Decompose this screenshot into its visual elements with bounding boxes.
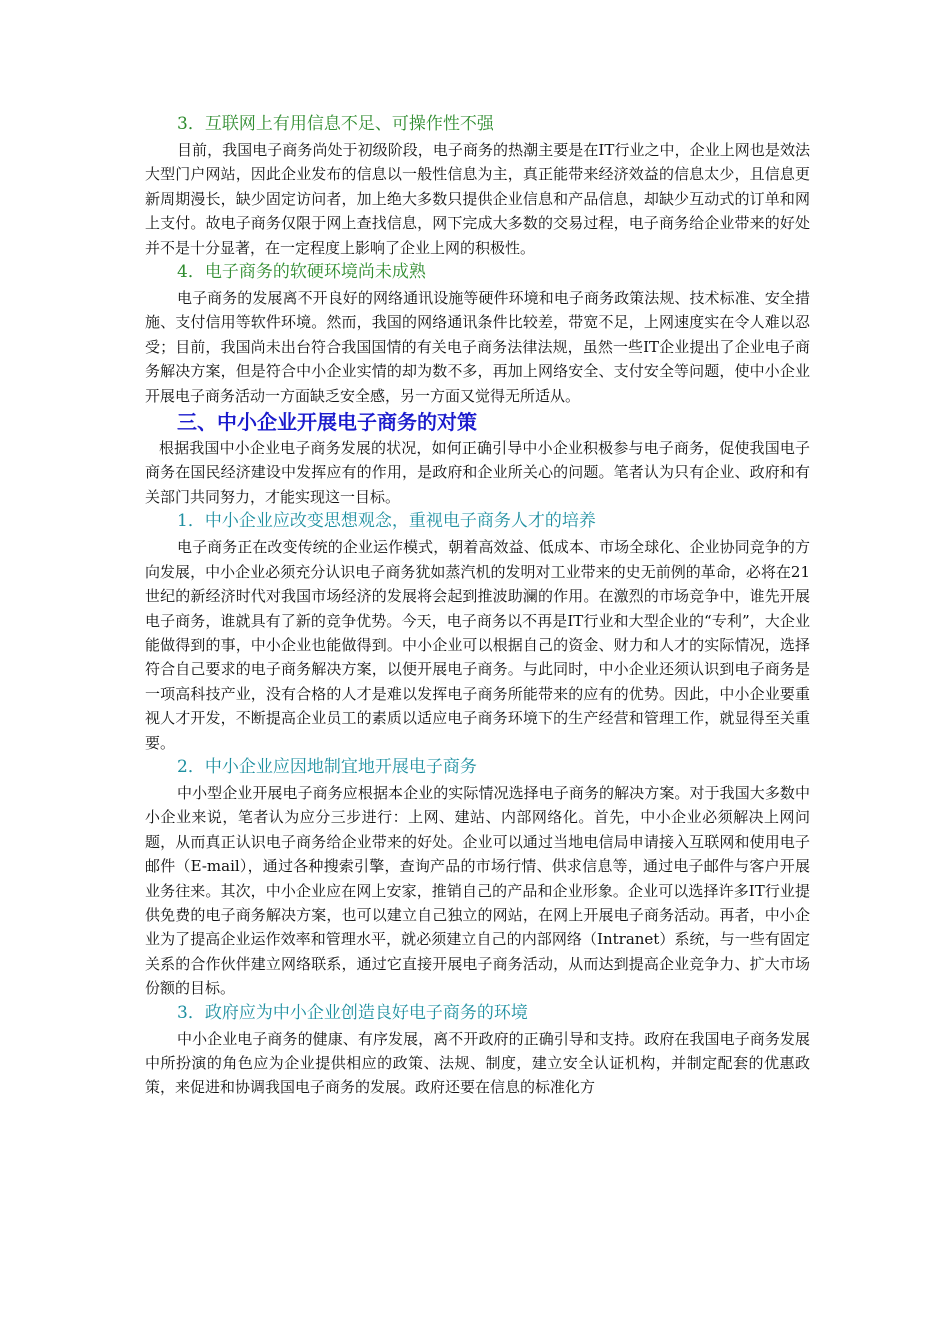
- subheading-2-local-conditions: 2．中小企业应因地制宜地开展电子商务: [177, 756, 477, 777]
- subheading-4-environment: 4．电子商务的软硬环境尚未成熟: [177, 262, 426, 283]
- paragraph-talent: 电子商务正在改变传统的企业运作模式，朝着高效益、低成本、市场全球化、企业协同竞争的方向发展，中小企业必须充分认识电子商务犹如蒸汽机的发明对工业带来的史无前例的革命，必将在21世纪的新经济时代对我国市场经济的发展将会起到推波助澜的作用。在激烈的市场竞争中，谁先开展电子商务，谁就具有了新的竞争优势。今天，电子商务以不再是IT行业和大型企业的“专利”，大企业能做得到的事，中小企业也能做得到。中小企业可以根据自己的资金、财力和人才的实际情况，选择符合自己要求的电子商务解决方案，以便开展电子商务。与此同时，中小企业还须认识到电子商务是一项高科技产业，没有合格的人才是难以发挥电子商务所能带来的应有的优势。因此，中小企业要重视人才开发，不断提高企业员工的素质以适应电子商务环境下的生产经营和管理工作，就显得至关重要。: [145, 538, 810, 752]
- paragraph-countermeasures-intro: 根据我国中小企业电子商务发展的状况，如何正确引导中小企业积极参与电子商务，促使我国电子商务在国民经济建设中发挥应有的作用，是政府和企业所关心的问题。笔者认为只有企业、政府和有关部门共同努力，才能实现这一目标。: [145, 439, 810, 506]
- subheading-3-government: 3．政府应为中小企业创造良好电子商务的环境: [177, 1002, 528, 1023]
- paragraph-info-shortage: 目前，我国电子商务尚处于初级阶段，电子商务的热潮主要是在IT行业之中，企业上网也是效法大型门户网站，因此企业发布的信息以一般性信息为主，真正能带来经济效益的信息太少，且信息更新周期漫长，缺少固定访问者，加上绝大多数只提供企业信息和产品信息，却缺少互动式的订单和网上支付。故电子商务仅限于网上查找信息，网下完成大多数的交易过程，电子商务给企业带来的好处并不是十分显著，在一定程度上影响了企业上网的积极性。: [145, 141, 810, 257]
- paragraph-government: 中小企业电子商务的健康、有序发展，离不开政府的正确引导和支持。政府在我国电子商务发展中所扮演的角色应为企业提供相应的政策、法规、制度，建立安全认证机构，并制定配套的优惠政策，来促进和协调我国电子商务的发展。政府还要在信息的标准化方: [145, 1029, 810, 1097]
- subheading-1-talent: 1．中小企业应改变思想观念，重视电子商务人才的培养: [177, 511, 596, 532]
- document-body: [145, 112, 810, 1100]
- paragraph-local-conditions: 中小型企业开展电子商务应根据本企业的实际情况选择电子商务的解决方案。对于我国大多数中小企业来说，笔者认为应分三步进行：上网、建站、内部网络化。首先，中小企业必须解决上网问题，从而真正认识电子商务给企业带来的好处。企业可以通过当地电信局申请接入互联网和使用电子邮件（E-mail），通过各种搜索引擎，查询产品的市场行情、供求信息等，通过电子邮件与客户开展业务往来。其次，中小企业应在网上安家，推销自己的产品和企业形象。企业可以选择许多IT行业提供免费的电子商务解决方案，也可以建立自己独立的网站，在网上开展电子商务活动。再者，中小企业为了提高企业运作效率和管理水平，就必须建立自己的内部网络（Intranet）系统，与一些有固定关系的合作伙伴建立网络联系，通过它直接开展电子商务活动，从而达到提高企业竞争力、扩大市场份额的目标。: [145, 783, 810, 998]
- subheading-3-info-shortage: 3．互联网上有用信息不足、可操作性不强: [177, 114, 494, 134]
- section-heading-countermeasures: 三、中小企业开展电子商务的对策: [177, 410, 477, 435]
- paragraph-environment: 电子商务的发展离不开良好的网络通讯设施等硬件环境和电子商务政策法规、技术标准、安全措施、支付信用等软件环境。然而，我国的网络通讯条件比较差，带宽不足，上网速度实在令人难以忍受；目前，我国尚未出台符合我国国情的有关电子商务法律法规，虽然一些IT企业提出了企业电子商务解决方案，但是符合中小企业实情的却为数不多，再加上网络安全、支付安全等问题，使中小企业开展电子商务活动一方面缺乏安全感，另一方面又觉得无所适从。: [145, 289, 810, 405]
